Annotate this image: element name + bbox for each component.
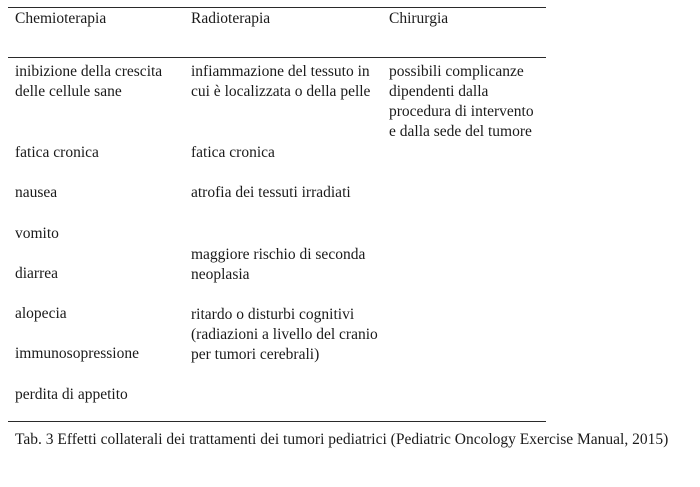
table-cell: fatica cronica: [191, 144, 275, 161]
column-header-chemioterapia: Chemioterapia: [15, 10, 107, 27]
table-caption: Tab. 3 Effetti collaterali dei trattamenti dei tumori pediatrici (Pediatric Oncology Exercise Manual, 2015): [15, 431, 669, 448]
table-cell: nausea: [15, 184, 58, 201]
table-cell: perdita di appetito: [15, 386, 128, 403]
table-cell: maggiore rischio di seconda neoplasia: [191, 246, 366, 283]
table-header-rule: [8, 57, 546, 58]
column-header-chirurgia: Chirurgia: [389, 10, 449, 27]
table-top-rule: [8, 7, 546, 8]
table-cell: immunosopressione: [15, 345, 139, 362]
table-cell: diarrea: [15, 265, 59, 282]
table-cell: inibizione della crescita delle cellule sane: [15, 63, 163, 100]
table-cell: possibili complicanze dipendenti dalla procedura di intervento e dalla sede del tumore: [389, 63, 534, 140]
table-cell: infiammazione del tessuto in cui è localizzata o della pelle: [191, 63, 371, 100]
table-cell: atrofia dei tessuti irradiati: [191, 184, 351, 201]
column-header-radioterapia: Radioterapia: [191, 10, 271, 27]
table-cell: alopecia: [15, 305, 67, 322]
table-bottom-rule: [8, 421, 546, 422]
table-cell: ritardo o disturbi cognitivi (radiazioni a livello del cranio per tumori cerebrali): [191, 306, 378, 363]
table-cell: vomito: [15, 225, 59, 242]
table-cell: fatica cronica: [15, 144, 99, 161]
